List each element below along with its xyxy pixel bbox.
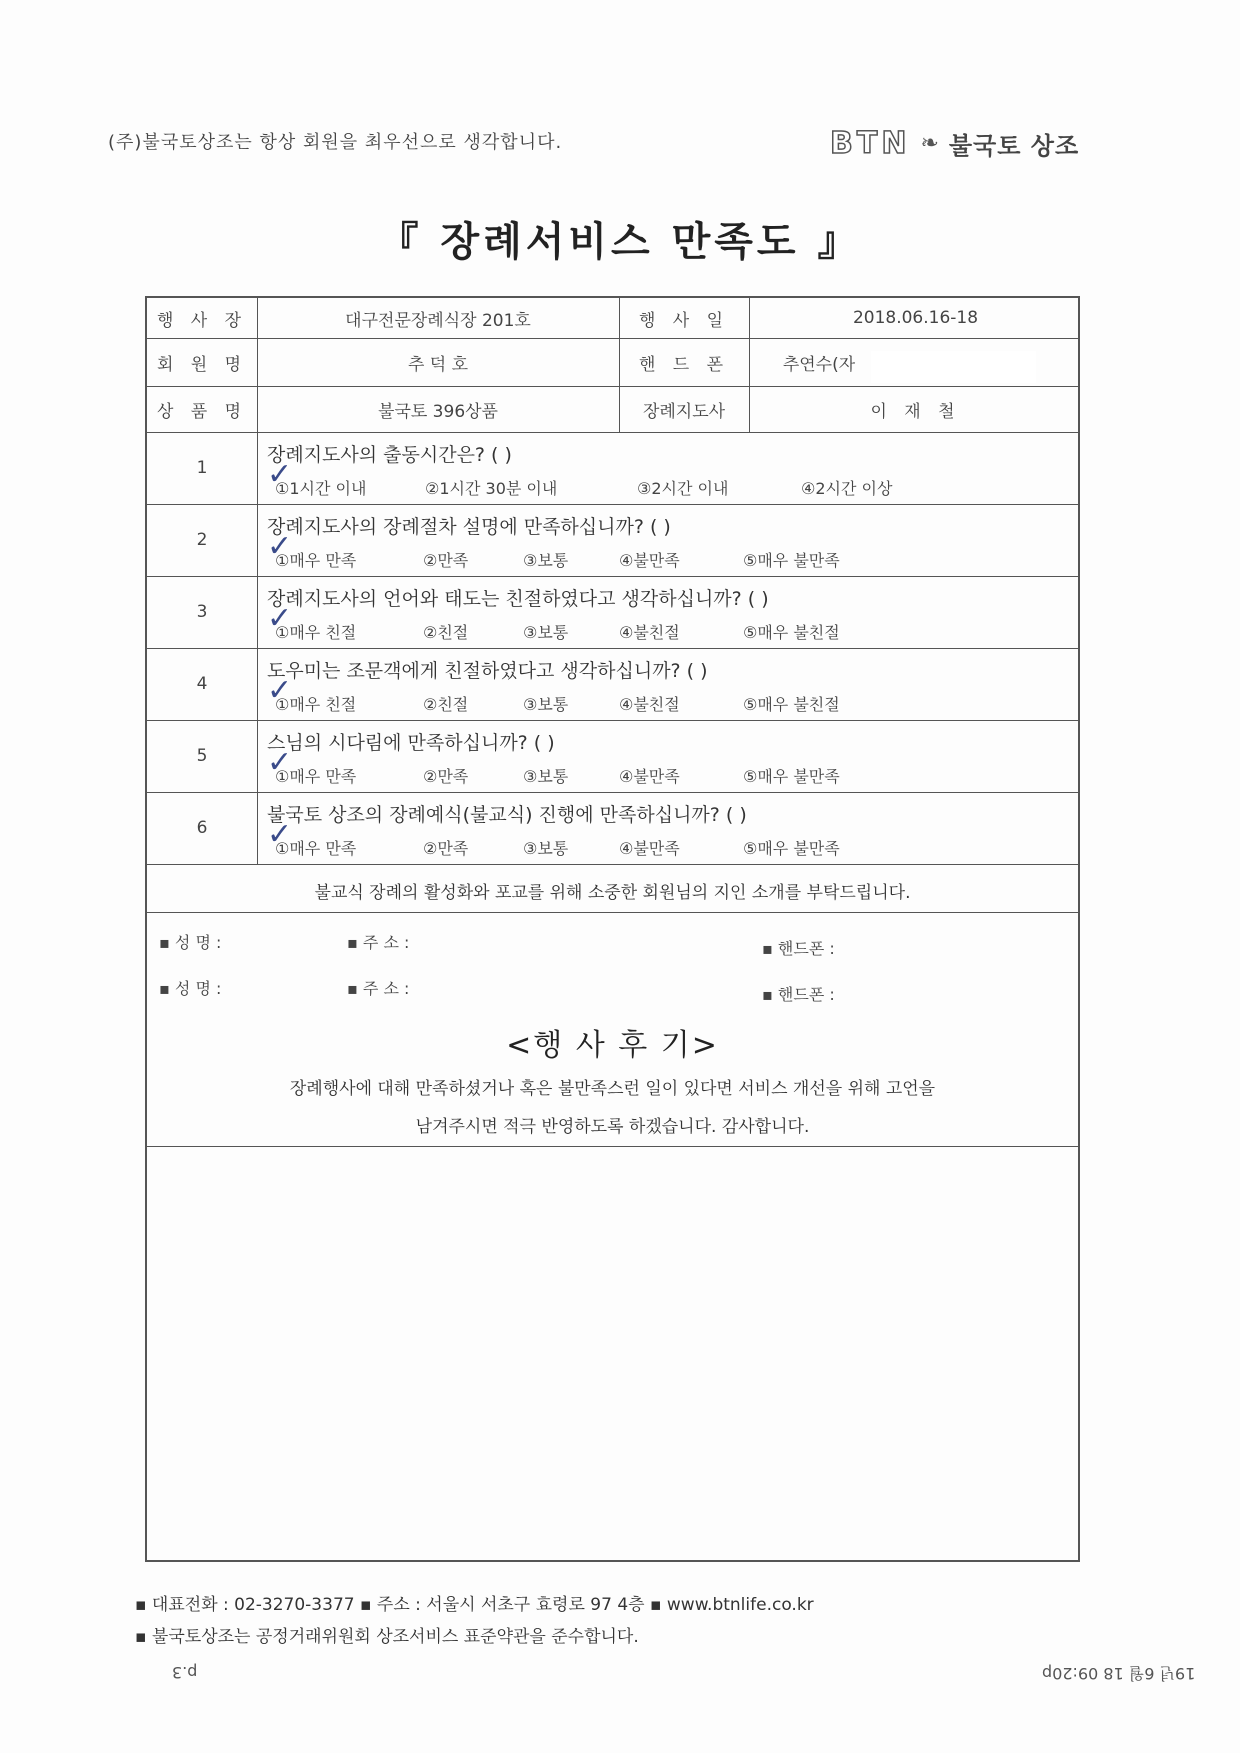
date-label: 행 사 일: [638, 310, 730, 331]
logo-btn-text: BTN: [830, 126, 911, 161]
referral-1-name-label: ▪ 성 명 :: [159, 933, 222, 952]
check-mark-icon: ✓: [267, 817, 293, 852]
q3-option-1[interactable]: ✓ ①매우 친절: [267, 601, 357, 642]
phone-value: 추연수(자: [782, 354, 856, 375]
q4-option-5[interactable]: ⑤매우 불친절: [743, 695, 840, 714]
question-2-text: 장례지도사의 장례절차 설명에 만족하십니까? ( ): [267, 516, 671, 538]
q3-option-2[interactable]: ②친절: [423, 623, 469, 642]
question-3-options: [267, 601, 840, 643]
question-2-number: 2: [196, 530, 208, 550]
referral-1-address-label: ▪ 주 소 :: [347, 933, 410, 952]
q5-option-5[interactable]: ⑤매우 불만족: [743, 767, 840, 786]
check-mark-icon: ✓: [267, 745, 293, 780]
question-2-options: [267, 529, 840, 571]
company-tagline: (주)불국토상조는 항상 회원을 최우선으로 생각합니다.: [108, 132, 563, 153]
question-1-text: 장례지도사의 출동시간은? ( ): [267, 444, 512, 466]
review-writing-area[interactable]: [147, 1148, 1078, 1558]
q2-option-5[interactable]: ⑤매우 불만족: [743, 551, 840, 570]
product-label: 상 품 명: [156, 401, 248, 422]
venue-label: 행 사 장: [156, 310, 248, 331]
member-label: 회 원 명: [156, 354, 248, 375]
member-value: 추 덕 호: [407, 354, 469, 375]
btn-logo: [830, 126, 1079, 161]
fax-timestamp: 19년 6월 18 09:20p: [1042, 1664, 1196, 1683]
q4-option-2[interactable]: ②친절: [423, 695, 469, 714]
q3-option-4[interactable]: ④불친절: [619, 623, 680, 642]
q4-option-1[interactable]: ✓ ①매우 친절: [267, 673, 357, 714]
review-description: [147, 1070, 1078, 1146]
bird-icon: ❧: [920, 131, 939, 156]
q2-option-2[interactable]: ②만족: [423, 551, 469, 570]
q1-option-4[interactable]: ④2시간 이상: [801, 479, 893, 498]
check-mark-icon: ✓: [267, 601, 293, 636]
q5-option-2[interactable]: ②만족: [423, 767, 469, 786]
question-4-text: 도우미는 조문객에게 친절하였다고 생각하십니까? ( ): [267, 660, 708, 682]
question-1-options: [267, 457, 893, 499]
question-4-options: [267, 673, 840, 715]
referral-1-phone-label: ▪ 핸드폰 :: [762, 939, 835, 958]
question-3-number: 3: [196, 602, 208, 622]
footer-contact: ▪ 대표전화 : 02-3270-3377 ▪ 주소 : 서울시 서초구 효령로 97 4층 ▪ www.btnlife.co.kr: [135, 1595, 814, 1615]
q1-option-1[interactable]: ✓ ①1시간 이내: [267, 457, 367, 498]
question-6-text: 불국토 상조의 장례예식(불교식) 진행에 만족하십니까? ( ): [267, 804, 747, 826]
q5-option-4[interactable]: ④불만족: [619, 767, 680, 786]
survey-form: [145, 296, 1080, 1562]
q2-option-4[interactable]: ④불만족: [619, 551, 680, 570]
venue-value: 대구전문장례식장 201호: [345, 310, 531, 331]
q1-option-2[interactable]: ②1시간 30분 이내: [425, 479, 558, 498]
question-5-text: 스님의 시다림에 만족하십니까? ( ): [267, 732, 555, 754]
q4-option-3[interactable]: ③보통: [523, 695, 569, 714]
check-mark-icon: ✓: [267, 457, 293, 492]
referral-2-phone-label: ▪ 핸드폰 :: [762, 985, 835, 1004]
q6-option-5[interactable]: ⑤매우 불만족: [743, 839, 840, 858]
question-3-text: 장례지도사의 언어와 태도는 친절하였다고 생각하십니까? ( ): [267, 588, 769, 610]
page-title: 『 장례서비스 만족도 』: [378, 219, 862, 265]
question-6-number: 6: [196, 818, 208, 838]
q5-option-1[interactable]: ✓ ①매우 만족: [267, 745, 357, 786]
question-1-number: 1: [196, 458, 208, 478]
question-5-options: [267, 745, 840, 787]
question-6-options: [267, 817, 840, 859]
q3-option-3[interactable]: ③보통: [523, 623, 569, 642]
review-title: <행 사 후 기>: [506, 1028, 719, 1063]
question-5-number: 5: [196, 746, 208, 766]
q1-option-3[interactable]: ③2시간 이내: [637, 479, 729, 498]
footer-compliance: ▪ 불국토상조는 공정거래위원회 상조서비스 표준약관을 준수합니다.: [135, 1627, 639, 1647]
check-mark-icon: ✓: [267, 529, 293, 564]
page-number: p.3: [172, 1663, 198, 1682]
review-desc-line-1: 장례행사에 대해 만족하셨거나 혹은 불만족스런 일이 있다면 서비스 개선을 위해 고언을: [289, 1079, 936, 1099]
q2-option-3[interactable]: ③보통: [523, 551, 569, 570]
check-mark-icon: ✓: [267, 673, 293, 708]
logo-company-name: 불국토 상조: [948, 132, 1080, 160]
director-label: 장례지도사: [642, 401, 726, 422]
question-4-number: 4: [196, 674, 208, 694]
product-value: 불국토 396상품: [378, 401, 498, 422]
q4-option-4[interactable]: ④불친절: [619, 695, 680, 714]
q6-option-2[interactable]: ②만족: [423, 839, 469, 858]
q6-option-4[interactable]: ④불만족: [619, 839, 680, 858]
phone-label: 핸 드 폰: [638, 354, 730, 375]
q3-option-5[interactable]: ⑤매우 불친절: [743, 623, 840, 642]
review-desc-line-2: 남겨주시면 적극 반영하도록 하겠습니다. 감사합니다.: [415, 1117, 810, 1137]
director-value: 이 재 철: [870, 401, 961, 422]
q6-option-3[interactable]: ③보통: [523, 839, 569, 858]
q2-option-1[interactable]: ✓ ①매우 만족: [267, 529, 357, 570]
referral-2-address-label: ▪ 주 소 :: [347, 979, 410, 998]
date-value: 2018.06.16-18: [852, 308, 979, 328]
redacted-area: [871, 351, 1036, 383]
q6-option-1[interactable]: ✓ ①매우 만족: [267, 817, 357, 858]
referral-2-name-label: ▪ 성 명 :: [159, 979, 222, 998]
q5-option-3[interactable]: ③보통: [523, 767, 569, 786]
referral-intro: 불교식 장례의 활성화와 포교를 위해 소중한 회원님의 지인 소개를 부탁드립니다.: [314, 883, 911, 903]
